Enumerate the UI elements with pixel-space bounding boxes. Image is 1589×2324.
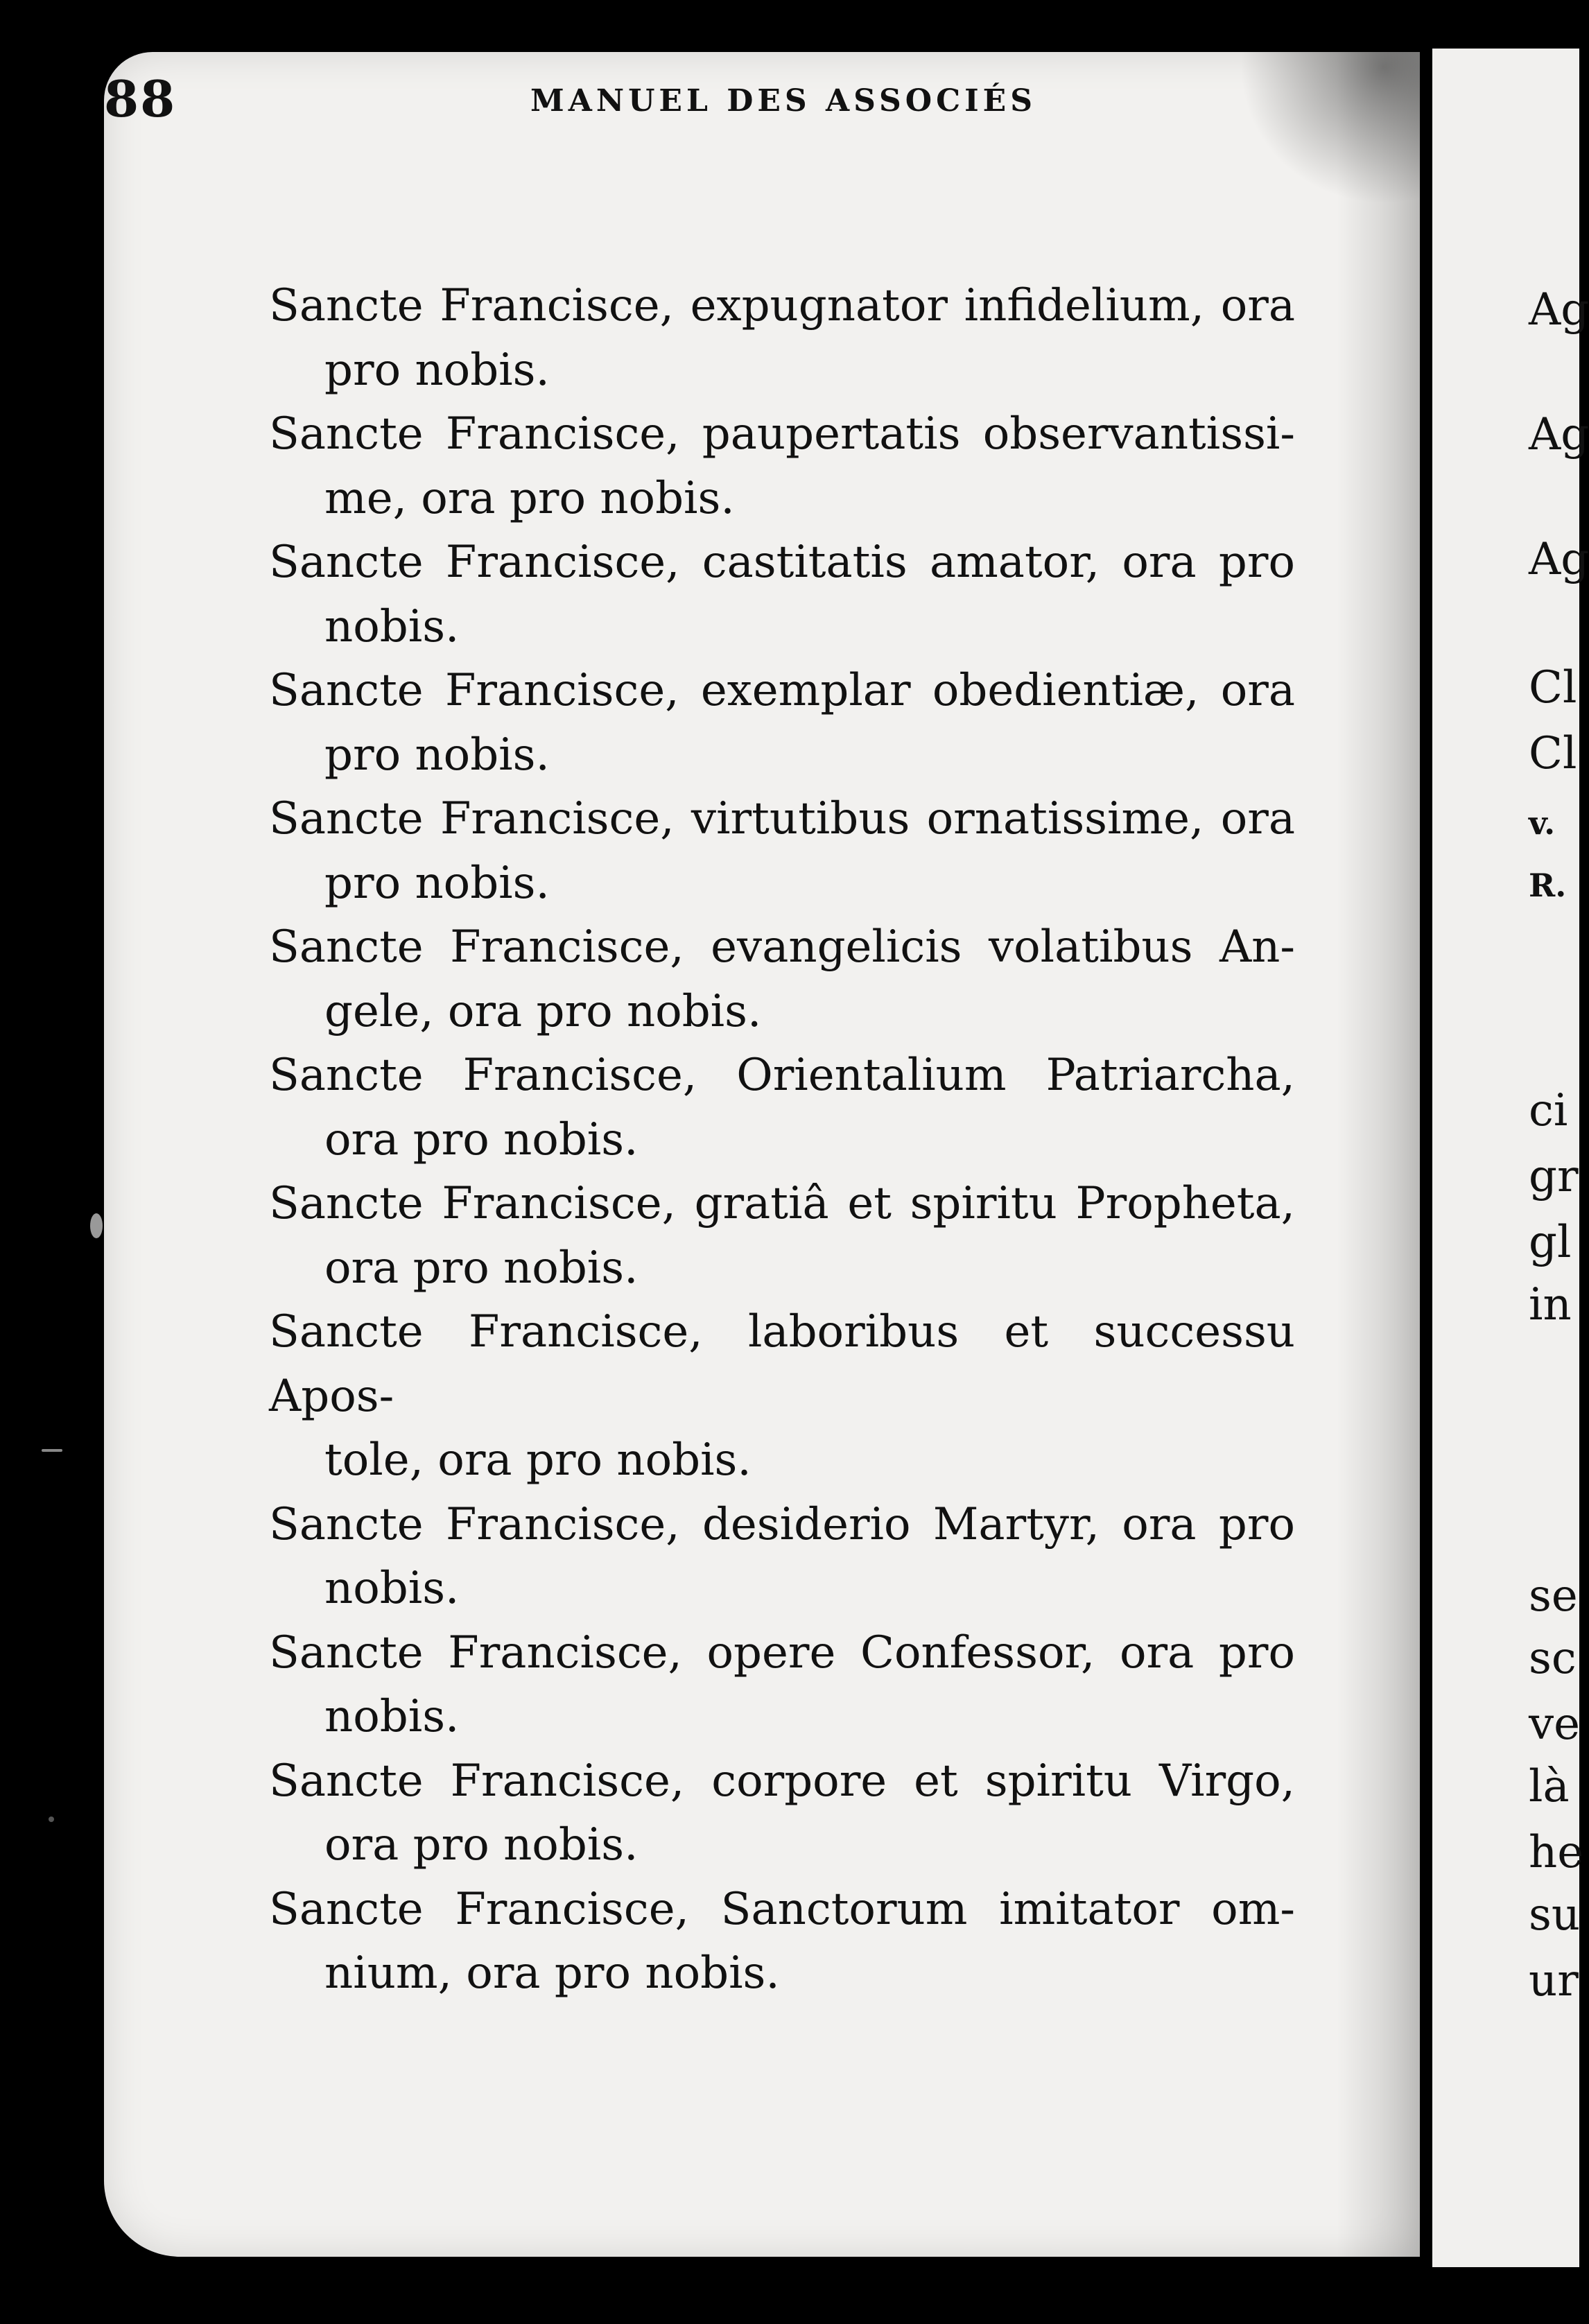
fragment-text: he [1529,1827,1584,1878]
litany-entry [269,915,1295,1043]
entry-continuation: nobis. [324,1563,460,1614]
entry-line: Sancte Francisce, gratiâ et spiritu Propheta, [269,1178,1295,1229]
running-title: MANUEL DES ASSOCIÉS [530,83,1036,119]
entry-continuation: pro nobis. [324,857,550,909]
fragment-text: Cl [1529,662,1577,713]
fragment-text: v. [1529,804,1556,842]
litany-entry [269,787,1295,915]
litany-entry [269,659,1295,787]
litany-entry [269,530,1295,659]
scan-speck [49,1816,54,1822]
entry-line: Sancte Francisce, Sanctorum imitator om- [269,1883,1295,1935]
litany-entry [269,1621,1295,1749]
fragment-text: ci [1529,1085,1568,1136]
litany-entry [269,1300,1295,1493]
litany-text [269,274,1295,2006]
fragment-text: gl [1529,1217,1572,1268]
entry-continuation: ora pro nobis. [324,1242,639,1294]
litany-entry [269,274,1295,402]
entry-continuation: me, ora pro nobis. [324,472,735,524]
entry-continuation: tole, ora pro nobis. [324,1434,752,1486]
running-head [104,69,1317,194]
entry-continuation: nobis. [324,1691,460,1742]
fragment-text: R. [1529,867,1567,904]
litany-entry [269,1172,1295,1300]
entry-continuation: gele, ora pro nobis. [324,985,762,1037]
entry-line: Sancte Francisce, corpore et spiritu Virgo, [269,1755,1295,1807]
litany-entry [269,1043,1295,1172]
scan-speck [90,1213,103,1238]
fragment-text: Ag [1529,284,1589,336]
fragment-text: gr [1529,1151,1579,1202]
fragment-text: ur [1529,1955,1579,2006]
fragment-text: Cl [1529,728,1577,779]
fragment-text: ve [1529,1699,1581,1750]
fragment-text: Ag [1529,534,1589,585]
fragment-text: sc [1529,1633,1577,1684]
litany-entry [269,1493,1295,1621]
entry-line: Sancte Francisce, castitatis amator, ora pro [269,537,1295,588]
entry-line: Sancte Francisce, laboribus et successu Apos- [269,1306,1295,1422]
entry-line: Sancte Francisce, expugnator infidelium, ora [269,280,1295,331]
entry-continuation: nobis. [324,600,460,652]
litany-entry [269,1749,1295,1878]
entry-line: Sancte Francisce, desiderio Martyr, ora pro [269,1498,1295,1550]
entry-line: Sancte Francisce, virtutibus ornatissime, ora [269,793,1295,844]
entry-line: Sancte Francisce, Orientalium Patriarcha, [269,1050,1295,1101]
fragment-text: se [1529,1570,1578,1622]
fragment-text: in [1529,1279,1572,1330]
entry-continuation: pro nobis. [324,729,550,781]
entry-line: Sancte Francisce, paupertatis observantissi- [269,408,1295,460]
litany-entry [269,1878,1295,2006]
entry-continuation: nium, ora pro nobis. [324,1948,780,1999]
page-number: 88 [104,69,177,128]
fragment-text: Ag [1529,409,1589,460]
book-gutter [1420,49,1432,2281]
fragment-text: là [1529,1761,1570,1812]
entry-continuation: ora pro nobis. [324,1819,639,1871]
litany-entry [269,402,1295,530]
fragment-text: su [1529,1889,1581,1941]
entry-continuation: pro nobis. [324,344,550,396]
entry-continuation: ora pro nobis. [324,1113,639,1165]
entry-line: Sancte Francisce, evangelicis volatibus An- [269,921,1295,973]
scan-speck [42,1449,62,1452]
entry-line: Sancte Francisce, opere Confessor, ora pro [269,1627,1295,1679]
entry-line: Sancte Francisce, exemplar obedientiæ, ora [269,665,1295,716]
